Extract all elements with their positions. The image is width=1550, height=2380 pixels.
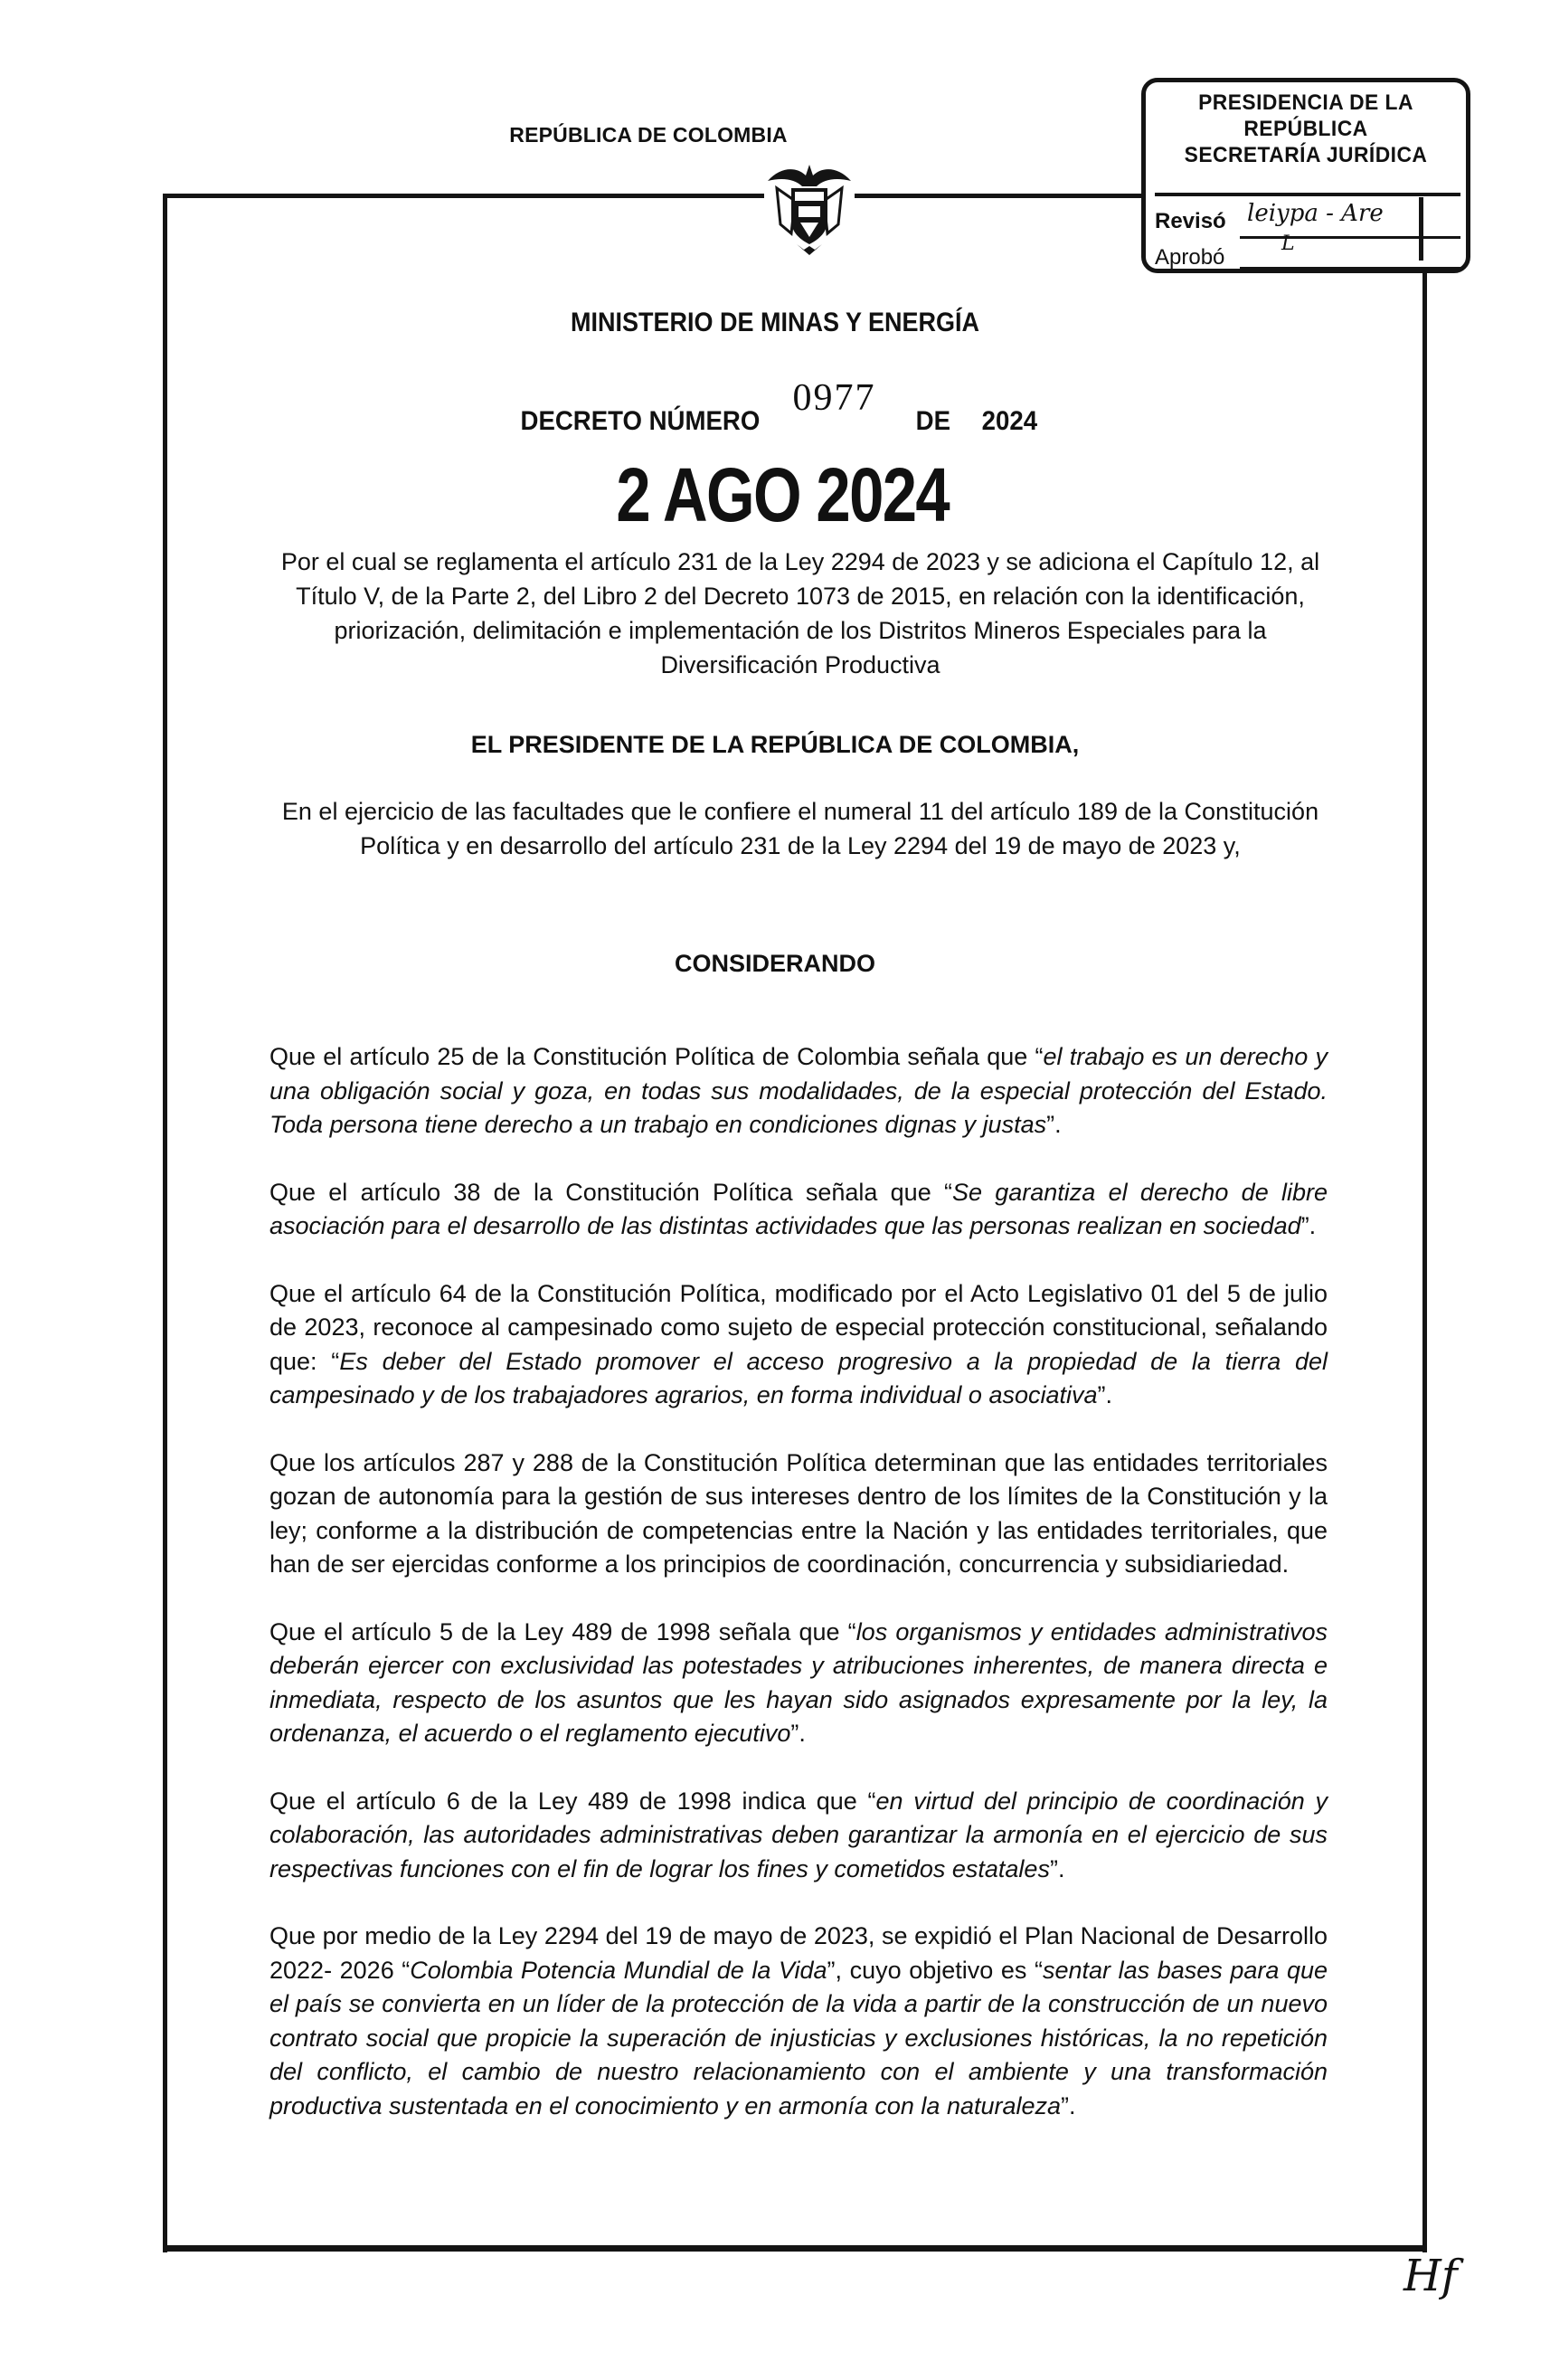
initials-signature-mark: Hf [1404,2251,1458,2301]
paragraph-text: Que por medio de la Ley 2294 del 19 de mayo de 2023, se expidió el Plan Nacional de Desarrollo 2022- 2026 “ [269,1922,1328,1984]
consideration-paragraph [269,1176,1328,1244]
paragraph-tail: ”. [1300,1212,1317,1239]
paragraph-tail: ”. [1061,2091,1076,2119]
stamp-divider [1155,193,1460,196]
year-label: DE [915,406,950,436]
header-rule-left [167,194,760,198]
paragraph-text: Que el artículo 64 de la Constitución Política, modificado por el Acto Legislativo 01 del 5 de julio de 2023, reconoce al campesinado como sujeto de especial protección constitucional, señalando que: “ [269,1279,1328,1375]
paragraph-quote: sentar las bases para que el país se convierta en un líder de la protección de la vida a partir de la construcción de un nuevo contrato social que propicie la superación de injusticias y exclusiones históricas, la no repetición del conflicto, el cambio de nuestro relacionamiento con el ambiente y una transformación productiva sustentada en el conocimiento y en armonía con la naturaleza [269,1956,1328,2119]
colombia-coat-of-arms-icon [764,161,855,256]
consideration-paragraph [269,1277,1328,1413]
stamp-reviso-line [1240,236,1460,239]
decree-number-line [0,377,1550,440]
stamp-aprobo-label: Aprobó [1155,245,1225,270]
decree-number: 0977 [792,377,876,419]
paragraph-quote: Colombia Potencia Mundial de la Vida [410,1956,827,1984]
page-frame-right-border [1422,255,1427,2252]
paragraph-text: Que el artículo 6 de la Ley 489 de 1998 indica que “ [269,1787,876,1815]
page-frame-bottom-border [163,2245,1427,2252]
decree-epigraph: Por el cual se reglamenta el artículo 231 de la Ley 2294 de 2023 y se adiciona el Capítulo 12, al Título V, de la Parte 2, del Libro 2 del Decreto 1073 de 2015, en relación con la identificación, priorización, delimitación e implementación de los Distritos Mineros Especiales para la Diversificación Productiva [280,548,1320,678]
ministry-heading: MINISTERIO DE MINAS Y ENERGÍA [570,308,980,337]
paragraph-tail: ”, cuyo objetivo es “ [827,1956,1043,1984]
decree-label: DECRETO NÚMERO [520,406,761,436]
stamp-aprobo-signature: L [1281,232,1295,255]
issuer-heading: EL PRESIDENTE DE LA REPÚBLICA DE COLOMBIA, [470,731,1080,758]
paragraph-tail: ”. [1046,1111,1062,1138]
paragraph-tail: ”. [790,1720,806,1747]
stamp-aprobo-line [1240,267,1460,270]
frame-right-top-segment [1419,197,1423,261]
decree-year: 2024 [981,406,1037,436]
consideration-paragraph [269,1616,1328,1751]
date-stamp: 2 AGO 2024 [616,452,950,537]
paragraph-text: Que el artículo 25 de la Constitución Política de Colombia señala que “ [269,1043,1044,1070]
stamp-reviso-signature: leiypa - Are [1247,200,1384,227]
powers-statement: En el ejercicio de las facultades que le confiere el numeral 11 del artículo 189 de la Constitución Política y en desarrollo del artículo 231 de la Ley 2294 del 19 de mayo de 2023 y, [281,798,1319,859]
consideration-paragraph [269,1785,1328,1887]
paragraph-text: Que el artículo 38 de la Constitución Política señala que “ [269,1178,952,1206]
stamp-line-2: SECRETARÍA JURÍDICA [1184,143,1428,167]
paragraph-tail: ”. [1049,1854,1065,1882]
paragraph-quote: Se garantiza el derecho de libre asociación para el desarrollo de las distintas actividades que las personas realizan en sociedad [269,1178,1328,1239]
paragraph-text: Que el artículo 5 de la Ley 489 de 1998 señala que “ [269,1617,856,1645]
paragraph-quote: Es deber del Estado promover el acceso progresivo a la propiedad de la tierra del campesinado y de los trabajadores agrarios, en forma individual o asociativa [269,1347,1328,1408]
stamp-reviso-label: Revisó [1155,209,1226,233]
stamp-heading [1154,90,1458,168]
country-heading: REPÚBLICA DE COLOMBIA [509,123,788,147]
considerando-heading: CONSIDERANDO [674,950,875,977]
paragraph-quote: en virtud del principio de coordinación y colaboración, las autoridades administrativas deben garantizar la armonía en el ejercicio de sus respectivas funciones con el fin de lograr los fines y cometidos estatales [269,1787,1328,1882]
consideration-paragraph [269,1446,1328,1582]
paragraph-text: Que los artículos 287 y 288 de la Constitución Política determinan que las entidades territoriales gozan de autonomía para la gestión de sus intereses dentro de los límites de la Constitución y la ley; conforme a la distribución de competencias entre la Nación y las entidades territoriales, que han de ser ejercidas conforme a los principios de coordinación, concurrencia y subsidiariedad. [269,1448,1328,1578]
considerations-body [269,1040,1328,2157]
paragraph-tail: ”. [1097,1381,1113,1408]
stamp-line-1: PRESIDENCIA DE LA REPÚBLICA [1198,90,1413,141]
paragraph-quote: el trabajo es un derecho y una obligación social y goza, en todas sus modalidades, de la especial protección del Estado. Toda persona tiene derecho a un trabajo en condiciones dignas y justas [269,1043,1328,1138]
paragraph-quote: los organismos y entidades administrativos deberán ejercer con exclusividad las potestades y atribuciones inherentes, de manera directa e inmediata, respecto de los asuntos que les hayan sido asignados expresamente por la ley, la ordenanza, el acuerdo o el reglamento ejecutivo [269,1617,1328,1747]
consideration-paragraph [269,1040,1328,1143]
consideration-paragraph [269,1920,1328,2123]
